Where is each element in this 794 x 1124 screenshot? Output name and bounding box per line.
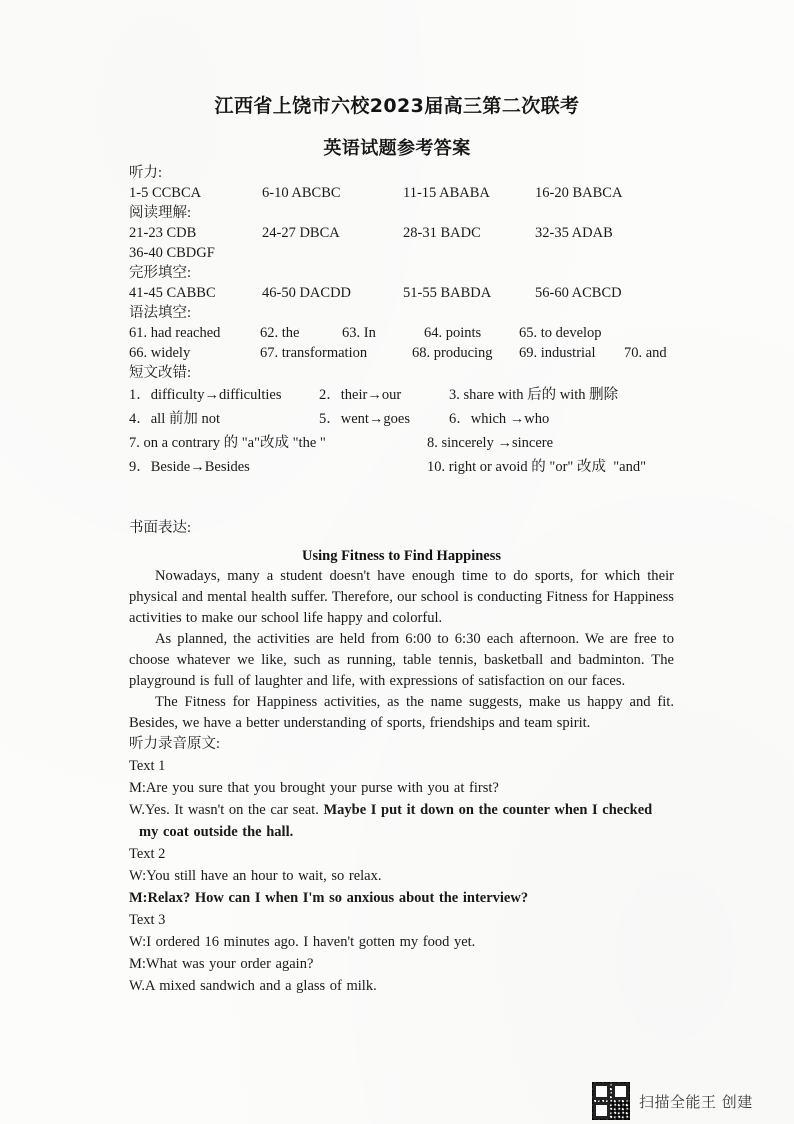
essay-title: Using Fitness to Find Happiness [301,548,502,564]
cloze-answer-row [129,283,674,303]
answer-cell: 21-23 CDB [129,225,197,241]
transcript-emphasis: Maybe I put it down on the counter when I checked [323,802,653,818]
grammar-label: 语法填空: [129,305,192,321]
transcript-section [129,733,674,997]
transcript-speaker: M: [129,780,146,796]
answer-cell: 51-55 BABDA [403,285,492,301]
answer-cell: 11-15 ABABA [403,185,490,201]
transcript-heading: Text 3 [129,912,166,928]
answer-cell: 65. to develop [519,325,602,341]
answer-cell: 46-50 DACDD [262,285,352,301]
correction-row [129,455,674,479]
essay-paragraph: As planned, the activities are held from 6:00 to 6:30 each afternoon. We are free to choose whatever we like, such as running, table tennis, basketball and badminton. The playground is full of laughter and life, with expressions of satisfaction on our faces. [129,631,674,689]
answer-cell: 41-45 CABBC [129,285,216,301]
page-title: 江西省上饶市六校2023届高三第二次联考 [214,95,580,117]
transcript-heading: Text 2 [129,846,166,862]
answer-cell: 70. and [624,345,667,361]
transcript-speaker: W: [129,934,147,950]
answer-cell: 36-40 CBDGF [129,245,215,261]
correction-row [129,407,674,431]
page-subtitle: 英语试题参考答案 [323,137,471,159]
transcript-line: W.Yes. It wasn't on the car seat. Maybe I put it down on the counter when I checked [129,802,653,818]
cloze-label: 完形填空: [129,265,192,281]
reading-label: 阅读理解: [129,205,192,221]
correction-item: 4．all 前加 not [129,411,221,427]
qr-code-icon [592,1082,630,1120]
transcript-line: M:Relax? How can I when I'm so anxious about the interview? [129,890,529,906]
transcript-line: my coat outside the hall. [139,824,294,840]
transcript-speaker: M: [129,890,148,906]
correction-item: 9．Beside→Besides [129,459,250,475]
transcript-line: M:Are you sure that you brought your purse with you at first? [129,780,499,796]
transcript-line: M:What was your order again? [129,956,314,972]
transcript-line: W:I ordered 16 minutes ago. I haven't gotten my food yet. [129,934,476,950]
essay-paragraph: Nowadays, many a student doesn't have enough time to do sports, for which their physical and mental health suffer. Therefore, our school is conducting Fitness for Happiness activities to make our school life happy and colorful. [129,568,674,626]
transcript-speaker: M: [129,956,146,972]
answer-cell: 68. producing [412,345,493,361]
correction-item: 7. on a contrary 的 "a"改成 "the " [129,435,326,451]
transcript-speaker: W. [129,802,145,818]
transcript-line: W:You still have an hour to wait, so relax. [129,868,382,884]
correction-row [129,431,674,455]
correction-item: 8. sincerely →sincere [427,435,554,451]
answer-cell: 28-31 BADC [403,225,481,241]
answer-cell: 61. had reached [129,325,221,341]
correction-item: 2．their→our [319,387,402,403]
correction-item: 1．difficulty→difficulties [129,387,282,403]
reading-answer-row [129,223,674,243]
correction-item: 5．went→goes [319,411,411,427]
answer-cell: 64. points [424,325,482,341]
grammar-answer-row-2 [129,343,674,363]
correction-label: 短文改错: [129,365,192,381]
reading-answer-row-2 [129,243,674,263]
transcript-heading: Text 1 [129,758,166,774]
watermark-label: 扫描全能王 创建 [639,1092,753,1111]
listening-answer-row [129,183,674,203]
answer-cell: 69. industrial [519,345,596,361]
listening-label: 听力: [129,165,163,181]
correction-rows [129,383,674,479]
grammar-answer-row-1 [129,323,674,343]
camscanner-watermark [592,1082,753,1120]
answer-cell: 1-5 CCBCA [129,185,202,201]
answer-cell: 56-60 ACBCD [535,285,622,301]
answer-cell: 32-35 ADAB [535,225,613,241]
correction-item: 10. right or avoid 的 "or" 改成 "and" [427,459,646,475]
answer-cell: 6-10 ABCBC [262,185,341,201]
answer-cell: 63. In [342,325,376,341]
answer-cell: 62. the [260,325,300,341]
writing-label: 书面表达: [129,520,192,536]
transcript-speaker: W. [129,978,145,994]
correction-row [129,383,674,407]
answer-cell: 66. widely [129,345,191,361]
transcript-line: W.A mixed sandwich and a glass of milk. [129,978,377,994]
answer-cell: 24-27 DBCA [262,225,340,241]
writing-section [129,518,674,734]
transcript-label: 听力录音原文: [129,736,221,752]
essay-paragraph: The Fitness for Happiness activities, as the name suggests, make us happy and fit. Besides, we have a better understanding of sports, friendships and team spirit. [129,694,674,731]
listening-section [129,163,674,479]
correction-item: 3. share with 后的 with 删除 [449,387,619,403]
transcript-body [129,755,674,997]
answer-cell: 67. transformation [260,345,368,361]
transcript-speaker: W: [129,868,147,884]
correction-item: 6．which →who [449,411,550,427]
answer-cell: 16-20 BABCA [535,185,623,201]
